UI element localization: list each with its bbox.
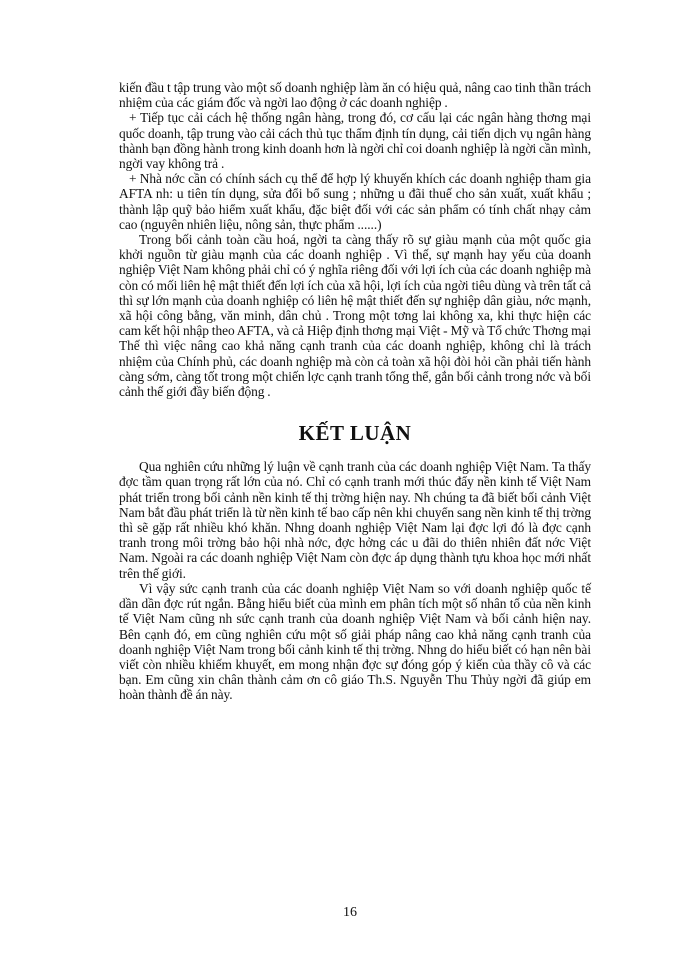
document-page bbox=[119, 80, 591, 703]
paragraph-globalization: Trong bối cảnh toàn cầu hoá, ngời ta càng thấy rõ sự giàu mạnh của một quốc gia khởi nguồn từ giàu mạnh của các doanh nghiệp . Vì thế, sự mạnh hay yếu của doanh nghiệp Việt Nam không phải chỉ có ý nghĩa riêng đối với lợi ích của các doanh nghiệp mà còn có mối liên hệ mật thiết đến lợi ích của xã hội, lợi ích của ngời tiêu dùng và trên tất cả thì sự lớn mạnh của doanh nghiệp có liên hệ mật thiết đến sự nghiệp dân giàu, nớc mạnh, xã hội công bằng, văn minh, dân chủ . Trong một tơng lai không xa, khi thực hiện các cam kết hội nhập theo AFTA, và cả Hiệp định thơng mại Việt - Mỹ và Tổ chức Thơng mại Thế thì việc nâng cao khả năng cạnh tranh của các doanh nghiệp, không chỉ là trách nhiệm của Chính phủ, các doanh nghiệp mà còn cả toàn xã hội đòi hỏi cần phải tiến hành càng sớm, càng tốt trong một chiến lợc cạnh tranh tổng thể, gắn bối cảnh trong nớc và bối cảnh thế giới đầy biến động . bbox=[119, 232, 591, 400]
paragraph-banking-reform: + Tiếp tục cải cách hệ thống ngân hàng, trong đó, cơ cấu lại các ngân hàng thơng mại quốc doanh, tập trung vào cải cách thủ tục thẩm định tín dụng, cải tiến dịch vụ ngân hàng thành bạn đồng hành trong kinh doanh hơn là ngời chỉ coi doanh nghiệp là ngời cần mình, ngời vay không trả . bbox=[119, 110, 591, 172]
paragraph-afta-policy: + Nhà nớc cần có chính sách cụ thể để hợp lý khuyến khích các doanh nghiệp tham gia AFTA nh: u tiên tín dụng, sửa đổi bổ sung ; những u đãi thuế cho sản xuất, xuất khẩu ; thành lập quỹ bảo hiểm xuất khẩu, đặc biệt đối với các sản phẩm có tính chất nhạy cảm cao (nguyên nhiên liệu, nông sản, thực phẩm ......) bbox=[119, 171, 591, 232]
paragraph-conclusion-1: Qua nghiên cứu những lý luận về cạnh tranh của các doanh nghiệp Việt Nam. Ta thấy đợc tầm quan trọng rất lớn của nó. Chỉ có cạnh tranh mới thúc đẩy nền kinh tế Việt Nam phát triển trong bối cảnh nền kinh tế thị trờng hiện nay. Nh chúng ta đã biết bối cảnh Việt Nam bắt đầu phát triển là từ nền kinh tế bao cấp nên khi chuyển sang nền kinh tế thị trờng thì sẽ gặp rất nhiều khó khăn. Nhng doanh nghiệp Việt Nam lại đợc lợi đó là đợc cạnh tranh trong môi trờng bảo hội nhà nớc, đợc hởng các u đãi do thiên nhiên đất nớc Việt Nam. Ngoài ra các doanh nghiệp Việt Nam còn đợc áp dụng thành tựu khoa học mới nhất trên thế giới. bbox=[119, 459, 591, 581]
paragraph-conclusion-2: Vì vậy sức cạnh tranh của các doanh nghiệp Việt Nam so với doanh nghiệp quốc tế dần dần đợc rút ngắn. Bằng hiểu biết của mình em phân tích một số nhân tố của nền kinh tế Việt Nam cũng nh sức cạnh tranh của doanh nghiệp Việt Nam và bối cảnh hiện nay. Bên cạnh đó, em cũng nghiên cứu một số giải pháp nâng cao khả năng cạnh tranh của doanh nghiệp Việt Nam trong bối cảnh kinh tế thị trờng. Nhng do hiểu biết có hạn nên bài viết còn nhiều khiếm khuyết, em mong nhận đợc sự đóng góp ý kiến của thầy cô và các bạn. Em cũng xin chân thành cảm ơn cô giáo Th.S. Nguyễn Thu Thủy ngời đã giúp em hoàn thành đề án này. bbox=[119, 580, 591, 703]
section-heading-conclusion: KẾT LUẬN bbox=[298, 421, 412, 446]
page-number: 16 bbox=[343, 905, 357, 920]
paragraph-investment: kiến đầu t tập trung vào một số doanh nghiệp làm ăn có hiệu quả, nâng cao tinh thần trách nhiệm của các giám đốc và ngời lao động ở các doanh nghiệp . bbox=[119, 80, 591, 111]
